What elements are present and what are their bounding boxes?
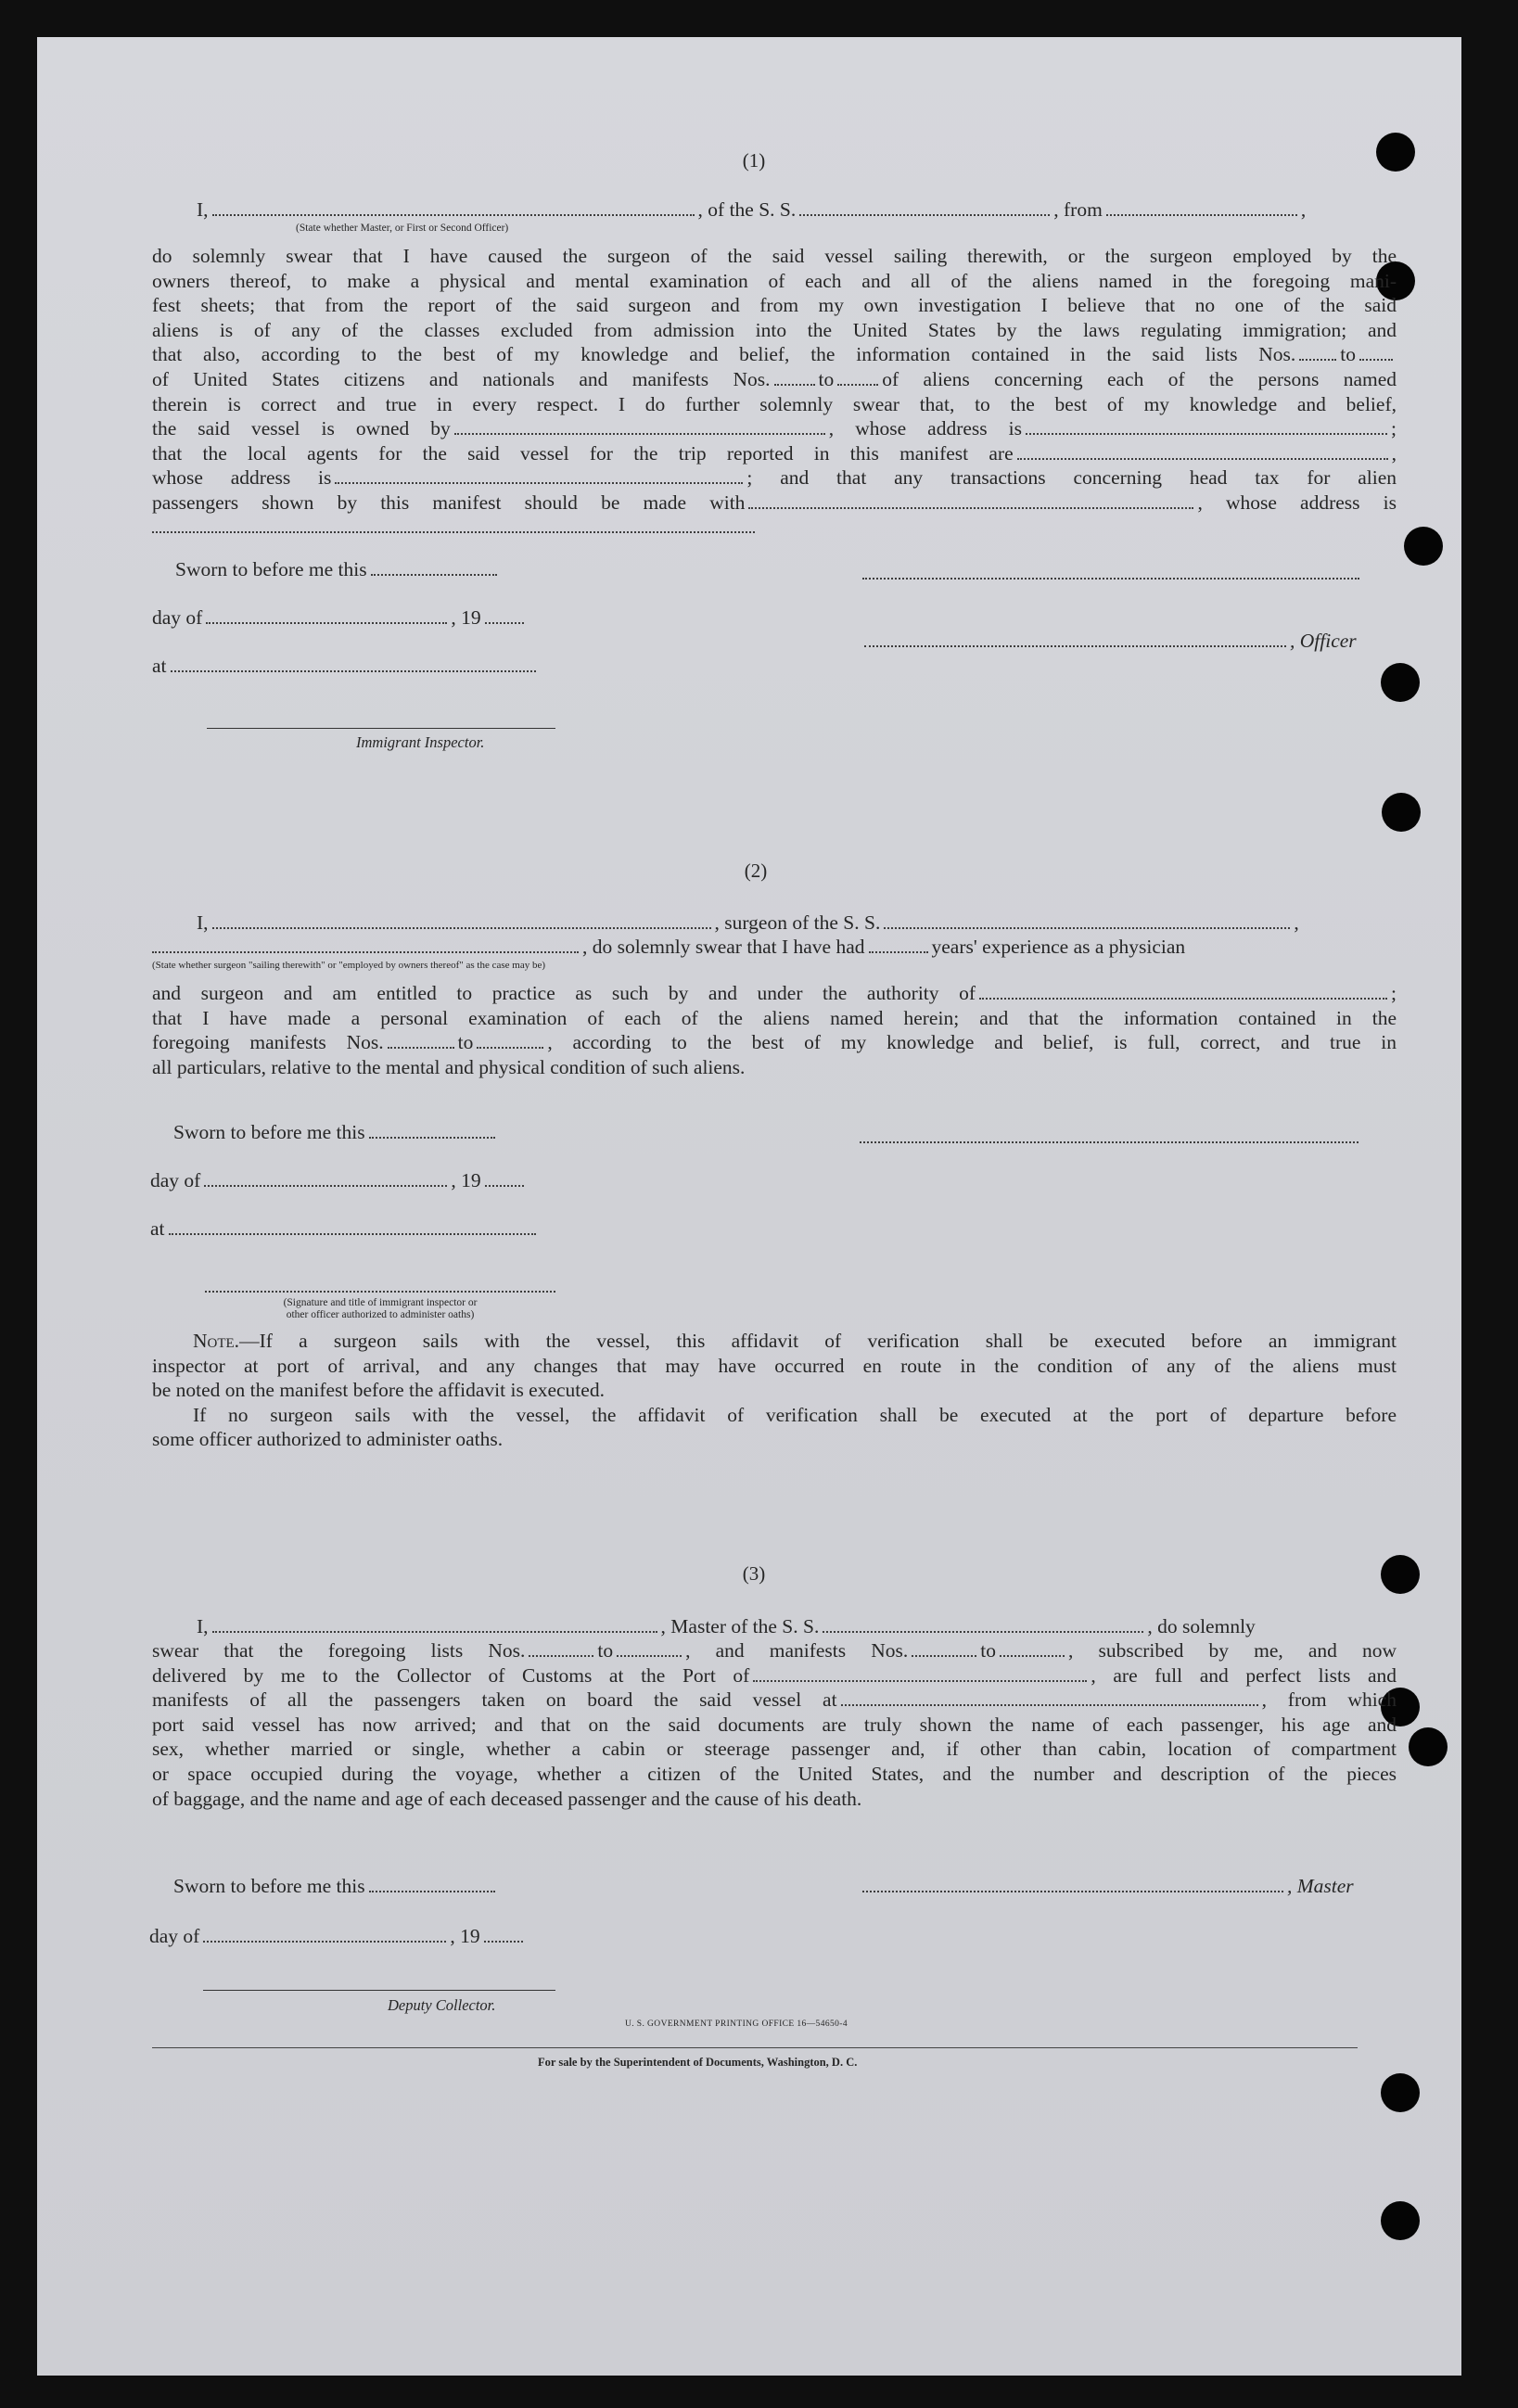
blank-ship-name-3[interactable] [823,1630,1143,1633]
punch-hole [1409,1727,1448,1766]
blank-sworn-year-3[interactable] [484,1940,523,1943]
administering-officer-signature-line[interactable] [205,1291,555,1293]
section-3-line-1: I, , Master of the S. S. , do solemnly [197,1615,1256,1637]
manifest-verification-page [37,37,1461,2376]
section-1-at: at [152,654,540,678]
blank-ship-name[interactable] [799,213,1050,216]
section-1-day-of: day of , 19 [152,605,528,630]
blank-master-name[interactable] [212,1630,657,1633]
blank-years-experience[interactable] [869,950,928,953]
officer-signature-line[interactable] [862,578,1359,580]
section-2-line-2: , do solemnly swear that I have had years' experience as a physician [152,935,1185,959]
blank-officer-name[interactable] [212,213,695,216]
blank-head-tax-contact[interactable] [748,506,1193,509]
blank-ship-name-2[interactable] [884,926,1290,929]
inspector-signature-line[interactable] [207,728,555,729]
section-3-day-of: day of , 19 [149,1924,527,1948]
note-paragraph: Note.—If a surgeon sails with the vessel, this affidavit of verification shall be executed before an immigrant inspector at port of arrival, and any changes that may have occurred en route in the condition of any of the aliens must be noted on the manifest before the affidavit is executed. If no surgeon sails with the vessel, the affidavit of verification shall be executed at the port of departure before some officer authorized to administer oaths. [152,1330,1397,1451]
deputy-collector-signature-line[interactable] [203,1990,555,1991]
blank-manifests-from[interactable] [388,1046,454,1049]
blank-lists-to[interactable] [617,1654,682,1657]
punch-hole [1381,2073,1420,2112]
punch-hole [1381,663,1420,702]
blank-sworn-month-3[interactable] [203,1940,446,1943]
blank-sworn-year[interactable] [485,621,524,624]
surgeon-signature-line[interactable] [860,1141,1359,1143]
printing-office-imprint: U. S. GOVERNMENT PRINTING OFFICE 16—54650-4 [625,2019,848,2029]
surgeon-status-hint: (State whether surgeon "sailing therewith" or "employed by owners thereof" as the case may be) [152,960,546,971]
blank-manifests-to-3[interactable] [1000,1654,1065,1657]
blank-port-of-arrival[interactable] [753,1679,1087,1682]
blank-sworn-day-2[interactable] [369,1136,495,1139]
punch-hole [1376,133,1415,172]
master-signature-line[interactable] [862,1890,1283,1892]
officer-rank-hint: (State whether Master, or First or Second Officer) [296,223,509,234]
blank-agents-address[interactable] [335,481,743,484]
section-2-at: at [150,1217,540,1241]
signature-hint: (Signature and title of immigrant inspector or other officer authorized to administer oaths) [283,1297,478,1320]
section-3-sworn: Sworn to before me this [173,1874,499,1898]
punch-hole [1381,1555,1420,1594]
blank-manifest-from[interactable] [774,383,815,386]
inspector-label: Immigrant Inspector. [356,733,485,751]
for-sale-notice: For sale by the Superintendent of Documents, Washington, D. C. [538,2056,858,2069]
section-3-body: swear that the foregoing lists Nos. to , and manifests Nos. to , subscribed by me, and now delivered by me to the Collector of Customs at the Port of , are full and perfect lists and manifests of all the passengers taken on board the said vessel at , from which port said vessel has now arrived; and that on the said documents are truly shown the name of each passenger, his age and sex, whether married or single, whether a cabin or steerage passenger and, if other than cabin, location of compartment or space occupied during the voyage, whether a citizen of the United States, and the number and description of the pieces of baggage, and the name and age of each deceased passenger and the cause of his death. [152,1639,1397,1810]
section-2-body: and surgeon and am entitled to practice as such by and under the authority of ; that I have made a personal examination of each of the aliens named herein; and that the information contained in the foregoing manifests Nos. to , according to the best of my knowledge and belief, is full, correct, and true in all particulars, relative to the mental and physical condition of such aliens. [152,982,1397,1078]
punch-hole [1382,793,1421,832]
section-2-line-1: I, , surgeon of the S. S. , [197,911,1299,934]
note-label: Note. [193,1330,240,1352]
blank-head-tax-address[interactable] [152,531,755,533]
blank-vessel-owner[interactable] [454,432,825,435]
section-1-number: (1) [742,149,766,172]
blank-sworn-day[interactable] [371,573,497,576]
blank-lists-from[interactable] [529,1654,593,1657]
blank-list-to[interactable] [1359,358,1393,361]
blank-surgeon-status[interactable] [152,950,579,953]
blank-local-agents[interactable] [1017,457,1388,460]
blank-sworn-month-2[interactable] [204,1184,447,1187]
blank-authority[interactable] [979,997,1387,1000]
blank-manifests-from-3[interactable] [912,1654,976,1657]
blank-owner-address[interactable] [1026,432,1387,435]
blank-sworn-place-2[interactable] [169,1232,536,1235]
blank-list-from[interactable] [1299,358,1336,361]
blank-port-of-embarkation[interactable] [841,1703,1258,1706]
section-2-day-of: day of , 19 [150,1168,528,1192]
section-1-body: do solemnly swear that I have caused the surgeon of the said vessel sailing therewith, or the surgeon employed by the owners thereof, to make a physical and mental examination of each and all of the aliens named in the foregoing mani- fest sheets; that from the report of the said surgeon and from my own investigation I believe that no one of the said aliens is of any of the classes excluded from admission into the United States by the laws regulating immigration; and that also, according to the best of my knowledge and belief, the information contained in the said lists Nos. to of United States citizens and nationals and manifests Nos. to of aliens concerning each of the persons named therein is correct and true in every respect. I do further solemnly swear that, to the best of my knowledge and belief, the said vessel is owned by , whose address is ; that the local agents for the said vessel for the trip reported in this manifest are , whose address is ; and that any transactions concerning head tax for alien passengers shown by this manifest should be made with , whose address is [152,245,1397,514]
blank-sworn-year-2[interactable] [485,1184,524,1187]
blank-surgeon-name[interactable] [212,926,711,929]
footer-rule [152,2047,1358,2048]
punch-hole [1404,527,1443,566]
punch-hole [1381,2201,1420,2240]
blank-sworn-place[interactable] [171,669,536,672]
section-1-sworn: Sworn to before me this [175,557,501,581]
section-3-number: (3) [742,1562,766,1585]
blank-manifests-to[interactable] [477,1046,543,1049]
section-1-officer: , Officer [861,629,1357,653]
blank-sworn-month[interactable] [206,621,447,624]
section-1-line-1: I, , of the S. S. , from , [197,198,1307,221]
section-2-number: (2) [744,860,768,882]
blank-sworn-day-3[interactable] [369,1890,495,1892]
section-2-sworn: Sworn to before me this [173,1120,499,1144]
section-3-master: , Master [859,1874,1354,1898]
deputy-collector-label: Deputy Collector. [388,1996,496,2014]
blank-from-port[interactable] [1106,213,1297,216]
officer-title-line[interactable] [864,644,1286,647]
blank-manifest-to[interactable] [837,383,878,386]
